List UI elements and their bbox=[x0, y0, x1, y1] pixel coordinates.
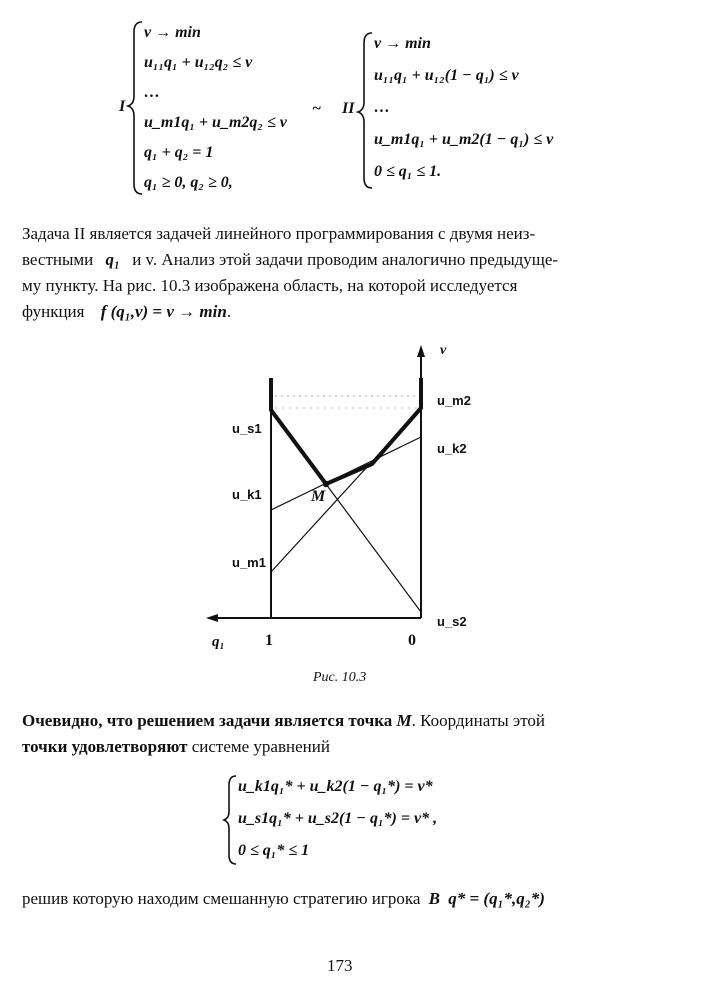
player-b: B bbox=[428, 889, 440, 908]
paragraph-1-text: вестными bbox=[22, 250, 94, 269]
axis-v-arrow bbox=[417, 345, 425, 357]
system-1-line: u_m1q₁ + u_m2q₂ ≤ v bbox=[144, 114, 287, 131]
paragraph-2-text: Очевидно, что решением задачи является точка bbox=[22, 711, 393, 730]
system-3-line: u_s1q₁* + u_s2(1 − q₁*) = v* , bbox=[238, 810, 438, 827]
equivalence-sign: ~ bbox=[312, 100, 322, 117]
paragraph-3 bbox=[22, 889, 545, 909]
strategy-formula: q* = (q₁*,q₂*) bbox=[448, 889, 545, 908]
paragraph-1-period: . bbox=[226, 302, 232, 321]
figure-caption: Рис. 10.3 bbox=[313, 670, 367, 685]
system-3-line: u_k1q₁* + u_k2(1 − q₁*) = v* bbox=[238, 778, 433, 795]
axis-q1-label: q₁ bbox=[212, 634, 225, 650]
paragraph-2-line-2 bbox=[22, 737, 330, 757]
axis-q1-arrow bbox=[206, 614, 218, 622]
upper-envelope bbox=[271, 378, 421, 484]
point-m-marker bbox=[323, 481, 329, 487]
system-2-line: … bbox=[374, 99, 390, 116]
label-u-m1: u_m1 bbox=[232, 555, 266, 570]
paragraph-2-line-1 bbox=[22, 711, 545, 731]
paragraph-1-line-1: Задача II является задачей линейного программирования с двумя неиз- bbox=[22, 224, 536, 243]
paragraph-1-line-3: му пункту. На рис. 10.3 изображена область, на которой исследуется bbox=[22, 276, 518, 295]
tick-label-0: 0 bbox=[408, 632, 416, 649]
paragraph-2-text: . Координаты этой bbox=[411, 711, 546, 730]
system-1-line: v → min bbox=[144, 24, 201, 41]
paragraph-2-text: точки удовлетворяют bbox=[22, 737, 188, 756]
label-u-k1: u_k1 bbox=[232, 487, 262, 502]
system-3-line: 0 ≤ q₁* ≤ 1 bbox=[238, 842, 310, 859]
system-1-line: u₁₁q₁ + u₁₂q₂ ≤ v bbox=[144, 54, 253, 71]
inline-point-m: M bbox=[396, 711, 412, 730]
system-2-line: u_m1q₁ + u_m2(1 − q₁) ≤ v bbox=[374, 131, 554, 148]
system-1-label: I bbox=[119, 98, 126, 115]
system-1-line: q₁ + q₂ = 1 bbox=[144, 144, 214, 161]
label-u-s2: u_s2 bbox=[437, 614, 467, 629]
axis-v-label: v bbox=[440, 343, 447, 358]
label-u-s1: u_s1 bbox=[232, 421, 262, 436]
point-m-label: M bbox=[311, 488, 326, 505]
paragraph-3-text: решив которую находим смешанную стратегию игрока bbox=[22, 889, 421, 908]
inline-formula-f: f (q₁,v) = v → min bbox=[100, 302, 227, 321]
system-1-line: q₁ ≥ 0, q₂ ≥ 0, bbox=[144, 174, 233, 191]
paragraph-1-text: и v. Анализ этой задачи проводим аналогично предыдуще- bbox=[132, 250, 559, 269]
label-u-k2: u_k2 bbox=[437, 441, 467, 456]
system-2-line: v → min bbox=[374, 35, 431, 52]
label-u-m2: u_m2 bbox=[437, 393, 471, 408]
page-number: 173 bbox=[327, 956, 353, 975]
system-2-line: u₁₁q₁ + u₁₂(1 − q₁) ≤ v bbox=[374, 67, 519, 84]
system-1-line: … bbox=[144, 84, 160, 101]
paragraph-2-text: системе уравнений bbox=[187, 737, 330, 756]
inline-q1: q₁ bbox=[105, 250, 120, 269]
tick-label-1: 1 bbox=[265, 632, 273, 649]
system-2-label: II bbox=[342, 100, 355, 117]
paragraph-1-text: функция bbox=[22, 302, 85, 321]
system-2-line: 0 ≤ q₁ ≤ 1. bbox=[374, 163, 442, 180]
